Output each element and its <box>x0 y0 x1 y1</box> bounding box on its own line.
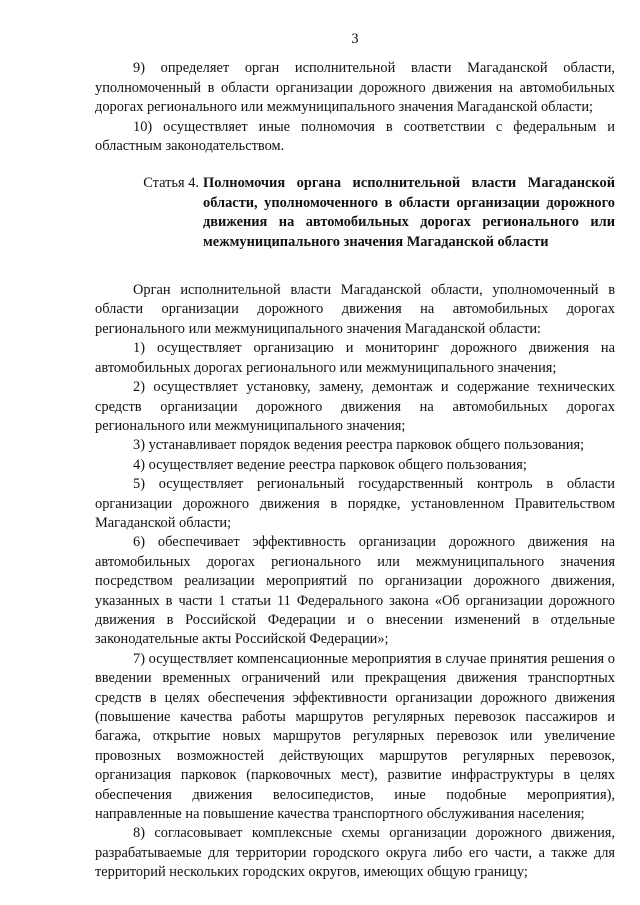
list-item-1: 1) осуществляет организацию и мониторинг дорожного движения на автомобильных дорогах регионального или межмуниципального значения; <box>95 340 615 376</box>
list-item-3: 3) устанавливает порядок ведения реестра парковок общего пользования; <box>133 437 585 454</box>
list-item-9: 9) определяет орган исполнительной власти Магаданской области, уполномоченный в области организации дорожного движения на автомобильных дорогах регионального или межмуниципального значения Магаданской области; <box>95 60 615 116</box>
list-item-6: 6) обеспечивает эффективность организации дорожного движения на автомобильных дорогах регионального или межмуниципального значения посредством реализации мероприятий по организации дорожного движения, указанных в части 1 статьи 11 Федерального закона «Об организации дорожного движения в Российской Федерации и о внесении изменений в отдельные законодательные акты Российской Федерации»; <box>95 534 615 648</box>
article-intro: Орган исполнительной власти Магаданской области, уполномоченный в области организации дорожного движения на автомобильных дорогах регионального или межмуниципального значения Магаданской области: <box>95 282 615 337</box>
list-item-4: 4) осуществляет ведение реестра парковок общего пользования; <box>133 456 527 473</box>
article-heading <box>95 174 615 252</box>
list-item-8: 8) согласовывает комплексные схемы организации дорожного движения, разрабатываемые для территории городского округа либо его части, а также для территорий нескольких городских округов, имеющих общую границу; <box>95 825 615 881</box>
list-item-5: 5) осуществляет региональный государственный контроль в области организации дорожного движения в порядке, установленном Правительством Магаданской области; <box>95 476 615 531</box>
list-item-2: 2) осуществляет установку, замену, демонтаж и содержание технических средств организации дорожного движения на автомобильных дорогах регионального или межмуниципального значения; <box>95 379 615 434</box>
article-title: Полномочия органа исполнительной власти Магаданской области, уполномоченного в области организации дорожного движения на автомобильных дорогах регионального или межмуниципального значения Магаданской области <box>203 175 615 250</box>
list-item-7: 7) осуществляет компенсационные мероприятия в случае принятия решения о введении временных ограничений или прекращения движения транспортных средств в целях обеспечения эффективности организации дорожного движения (повышение качества работы маршрутов регулярных перевозок пассажиров и багажа, открытие новых маршрутов регулярных перевозок или увеличение провозных возможностей действующих маршрутов регулярных перевозок, организация парковок (парковочных мест), развитие инфраструктуры в целях обеспечения движения велосипедистов, иные подобные мероприятия), направленные на повышение качества транспортного обслуживания населения; <box>95 650 615 823</box>
document-page <box>95 30 615 883</box>
list-item-10: 10) осуществляет иные полномочия в соответствии с федеральным и областным законодательством. <box>95 118 615 155</box>
page-number: 3 <box>351 31 359 47</box>
article-label: Статья 4. <box>143 175 199 192</box>
